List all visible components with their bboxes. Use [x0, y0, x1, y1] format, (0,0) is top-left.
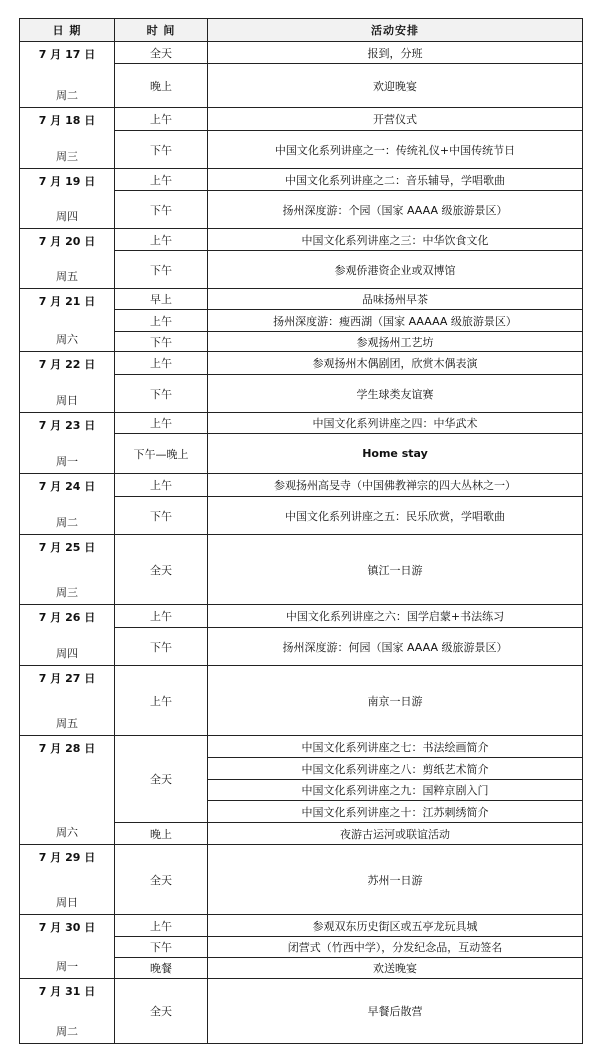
- schedule-row: [20, 289, 583, 310]
- date-label: 7 月 28 日: [38, 742, 96, 755]
- time-cell: 晚上: [115, 64, 208, 108]
- activity-cell: 中国文化系列讲座之九：国粹京剧入门: [208, 780, 583, 801]
- activity-cell: 中国文化系列讲座之六：国学启蒙+书法练习: [208, 605, 583, 628]
- schedule-row: [20, 605, 583, 628]
- activity-cell: 扬州深度游：何园（国家 AAAA 级旅游景区）: [208, 628, 583, 666]
- activity-cell: 中国文化系列讲座之七：书法绘画简介: [208, 736, 583, 758]
- date-label: 7 月 20 日: [38, 235, 96, 248]
- time-cell: 下午: [115, 251, 208, 289]
- activity-cell: 苏州一日游: [208, 845, 583, 915]
- schedule-row: [20, 915, 583, 937]
- schedule-row: [20, 979, 583, 1044]
- activity-cell: 中国文化系列讲座之八：剪纸艺术简介: [208, 758, 583, 780]
- time-cell: 下午: [115, 937, 208, 958]
- date-cell: [20, 42, 115, 108]
- schedule-row: [20, 845, 583, 915]
- weekday-label: 周五: [56, 717, 78, 730]
- schedule-table: [19, 18, 583, 1044]
- date-label: 7 月 30 日: [38, 921, 96, 934]
- activity-cell: 中国文化系列讲座之一：传统礼仪+中国传统节日: [208, 131, 583, 169]
- time-cell: 下午: [115, 628, 208, 666]
- activity-cell: 中国文化系列讲座之五：民乐欣赏，学唱歌曲: [208, 497, 583, 535]
- weekday-label: 周三: [56, 150, 78, 163]
- time-cell: 全天: [115, 736, 208, 823]
- activity-cell: 中国文化系列讲座之四：中华武术: [208, 413, 583, 434]
- time-cell: 上午: [115, 108, 208, 131]
- date-label: 7 月 26 日: [38, 611, 96, 624]
- header-time: 时 间: [115, 19, 208, 42]
- weekday-label: 周日: [56, 896, 78, 909]
- schedule-row: [20, 413, 583, 434]
- date-label: 7 月 29 日: [38, 851, 96, 864]
- date-label: 7 月 27 日: [38, 672, 96, 685]
- date-cell: [20, 108, 115, 169]
- activity-cell: 参观扬州高旻寺（中国佛教禅宗的四大丛林之一）: [208, 474, 583, 497]
- activity-cell: 报到，分班: [208, 42, 583, 64]
- date-cell: [20, 915, 115, 979]
- time-cell: 上午: [115, 605, 208, 628]
- time-cell: 全天: [115, 845, 208, 915]
- time-cell: 上午: [115, 666, 208, 736]
- weekday-label: 周四: [56, 210, 78, 223]
- activity-cell: 早餐后散营: [208, 979, 583, 1044]
- activity-cell: 中国文化系列讲座之二：音乐辅导，学唱歌曲: [208, 169, 583, 191]
- date-label: 7 月 18 日: [38, 114, 96, 127]
- date-cell: [20, 845, 115, 915]
- activity-cell: 中国文化系列讲座之十：江苏刺绣简介: [208, 801, 583, 823]
- time-cell: 上午: [115, 229, 208, 251]
- date-cell: [20, 979, 115, 1044]
- date-cell: [20, 413, 115, 474]
- time-cell: 下午: [115, 332, 208, 352]
- activity-cell: 夜游古运河或联谊活动: [208, 823, 583, 845]
- schedule-row: [20, 229, 583, 251]
- date-cell: [20, 535, 115, 605]
- date-cell: [20, 229, 115, 289]
- time-cell: 下午: [115, 131, 208, 169]
- time-cell: 上午: [115, 352, 208, 375]
- schedule-sheet: [19, 18, 582, 1044]
- date-label: 7 月 21 日: [38, 295, 96, 308]
- activity-cell: 扬州深度游：瘦西湖（国家 AAAAA 级旅游景区）: [208, 310, 583, 332]
- date-cell: [20, 169, 115, 229]
- time-cell: 晚餐: [115, 958, 208, 979]
- header-activity: 活动安排: [208, 19, 583, 42]
- weekday-label: 周一: [56, 455, 78, 468]
- activity-cell: 参观扬州工艺坊: [208, 332, 583, 352]
- schedule-row: [20, 474, 583, 497]
- activity-cell: 中国文化系列讲座之三：中华饮食文化: [208, 229, 583, 251]
- weekday-label: 周日: [56, 394, 78, 407]
- date-cell: [20, 474, 115, 535]
- activity-cell: 闭营式（竹西中学），分发纪念品，互动签名: [208, 937, 583, 958]
- time-cell: 下午: [115, 191, 208, 229]
- date-label: 7 月 22 日: [38, 358, 96, 371]
- schedule-row: [20, 666, 583, 736]
- header-date: 日 期: [20, 19, 115, 42]
- weekday-label: 周一: [56, 960, 78, 973]
- time-cell: 上午: [115, 310, 208, 332]
- activity-cell: Home stay: [208, 434, 583, 474]
- time-cell: 上午: [115, 915, 208, 937]
- time-cell: 全天: [115, 535, 208, 605]
- activity-cell: 南京一日游: [208, 666, 583, 736]
- activity-cell: 欢迎晚宴: [208, 64, 583, 108]
- time-cell: 上午: [115, 413, 208, 434]
- activity-cell: 学生球类友谊赛: [208, 375, 583, 413]
- weekday-label: 周二: [56, 516, 78, 529]
- schedule-row: [20, 352, 583, 375]
- date-label: 7 月 19 日: [38, 175, 96, 188]
- activity-cell: 参观侨港资企业或双博馆: [208, 251, 583, 289]
- time-cell: 晚上: [115, 823, 208, 845]
- time-cell: 全天: [115, 979, 208, 1044]
- weekday-label: 周六: [56, 333, 78, 346]
- activity-cell: 开营仪式: [208, 108, 583, 131]
- time-cell: 早上: [115, 289, 208, 310]
- date-cell: [20, 605, 115, 666]
- activity-cell: 参观扬州木偶剧团，欣赏木偶表演: [208, 352, 583, 375]
- weekday-label: 周五: [56, 270, 78, 283]
- date-cell: [20, 736, 115, 845]
- date-label: 7 月 23 日: [38, 419, 96, 432]
- schedule-row: [20, 42, 583, 64]
- time-cell: 上午: [115, 474, 208, 497]
- header-row: [20, 19, 583, 42]
- weekday-label: 周四: [56, 647, 78, 660]
- time-cell: 下午: [115, 497, 208, 535]
- activity-cell: 品味扬州早茶: [208, 289, 583, 310]
- time-cell: 上午: [115, 169, 208, 191]
- weekday-label: 周六: [56, 826, 78, 839]
- schedule-row: [20, 736, 583, 758]
- activity-cell: 扬州深度游：个园（国家 AAAA 级旅游景区）: [208, 191, 583, 229]
- activity-cell: 参观双东历史街区或五亭龙玩具城: [208, 915, 583, 937]
- date-label: 7 月 17 日: [38, 48, 96, 61]
- activity-cell: 镇江一日游: [208, 535, 583, 605]
- schedule-row: [20, 535, 583, 605]
- time-cell: 下午—晚上: [115, 434, 208, 474]
- date-label: 7 月 31 日: [38, 985, 96, 998]
- schedule-row: [20, 108, 583, 131]
- weekday-label: 周三: [56, 586, 78, 599]
- weekday-label: 周二: [56, 1025, 78, 1038]
- time-cell: 下午: [115, 375, 208, 413]
- date-cell: [20, 352, 115, 413]
- weekday-label: 周二: [56, 89, 78, 102]
- time-cell: 全天: [115, 42, 208, 64]
- date-cell: [20, 666, 115, 736]
- date-cell: [20, 289, 115, 352]
- schedule-row: [20, 169, 583, 191]
- activity-cell: 欢送晚宴: [208, 958, 583, 979]
- date-label: 7 月 25 日: [38, 541, 96, 554]
- date-label: 7 月 24 日: [38, 480, 96, 493]
